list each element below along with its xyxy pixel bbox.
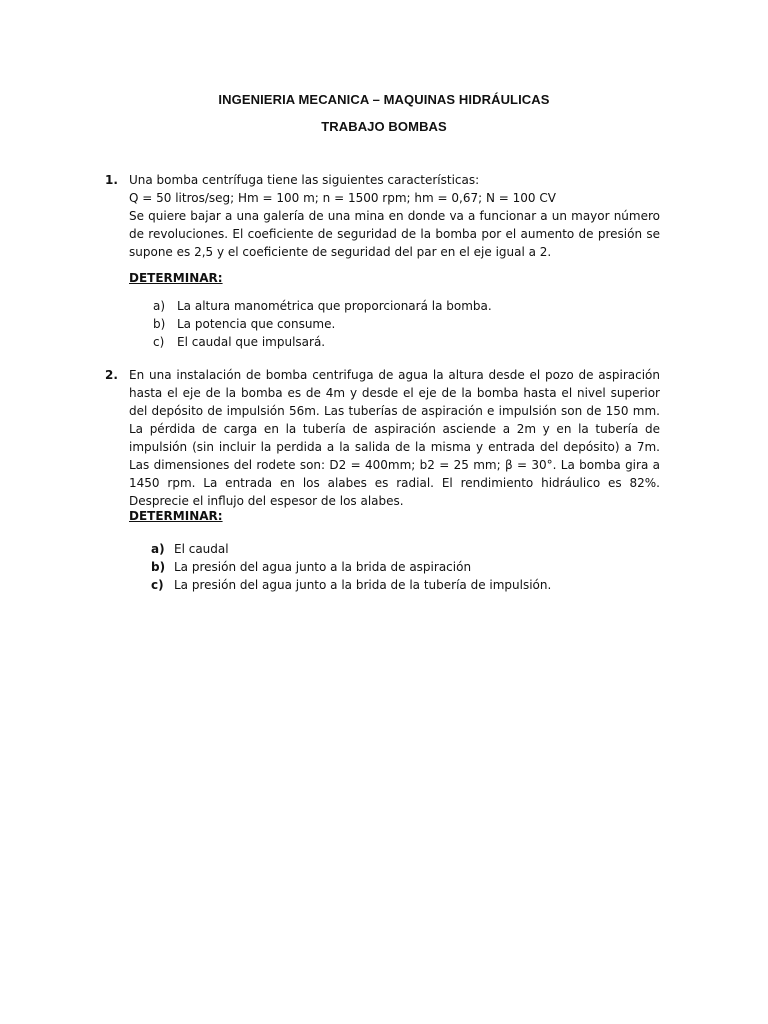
problem-line: En una instalación de bomba centrifuga de agua la altura desde el pozo de aspiración hasta el eje de la bomba es de 4m y desde el eje de la bomba hasta el nivel superior del depósito de impulsión 56m. Las tuberías de aspiración e impulsión son de 150 mm. La pérdida de carga en la tubería de aspiración asciende a 2m y en la tubería de impulsión (sin incluir la perdida a la salida de la misma y entrada del depósito) a 7m. Las dimensiones del rodete son: D2 = 400mm; b2 = 25 mm; β = 30°. La bomba gira a 1450 rpm. La entrada en los alabes es radial. El rendimiento hidráulico es 82%. Desprecie el influjo del espesor de los alabes. (129, 368, 660, 508)
list-marker: c) (153, 335, 165, 349)
list-marker: a) (151, 542, 165, 556)
list-marker: b) (153, 317, 166, 331)
list-item-text: El caudal que impulsará. (177, 335, 326, 349)
list-marker: c) (151, 578, 164, 592)
list-marker: a) (153, 299, 166, 313)
problem-1 (105, 171, 660, 261)
list-item-text: La altura manométrica que proporcionará la bomba. (177, 299, 492, 313)
document-subtitle: TRABAJO BOMBAS (321, 119, 447, 134)
problem-line: Q = 50 litros/seg; Hm = 100 m; n = 1500 rpm; hm = 0,67; N = 100 CV (129, 191, 556, 205)
document-title: INGENIERIA MECANICA – MAQUINAS HIDRÁULICAS (218, 92, 550, 107)
question-list (151, 540, 651, 594)
list-item (151, 576, 651, 594)
list-item (151, 540, 651, 558)
list-item (151, 558, 651, 576)
problem-number: 1. (105, 173, 118, 187)
list-item (153, 315, 653, 333)
determine-heading: DETERMINAR: (129, 271, 223, 285)
list-item (153, 333, 653, 351)
list-item-text: La presión del agua junto a la brida de la tubería de impulsión. (174, 578, 552, 592)
list-item-text: El caudal (174, 542, 229, 556)
problem-statement (129, 171, 660, 261)
problem-number: 2. (105, 368, 118, 382)
problem-statement (129, 366, 660, 510)
list-item-text: La presión del agua junto a la brida de aspiración (174, 560, 472, 574)
list-item (153, 297, 653, 315)
determine-heading: DETERMINAR: (129, 509, 223, 523)
problem-line: Una bomba centrífuga tiene las siguientes características: (129, 173, 480, 187)
list-marker: b) (151, 560, 166, 574)
list-item-text: La potencia que consume. (177, 317, 336, 331)
question-list (153, 297, 653, 351)
problem-2 (105, 366, 660, 510)
problem-line: Se quiere bajar a una galería de una mina en donde va a funcionar a un mayor número de revoluciones. El coeficiente de seguridad de la bomba por el aumento de presión se supone es 2,5 y el coeficiente de seguridad del par en el eje igual a 2. (129, 209, 660, 259)
